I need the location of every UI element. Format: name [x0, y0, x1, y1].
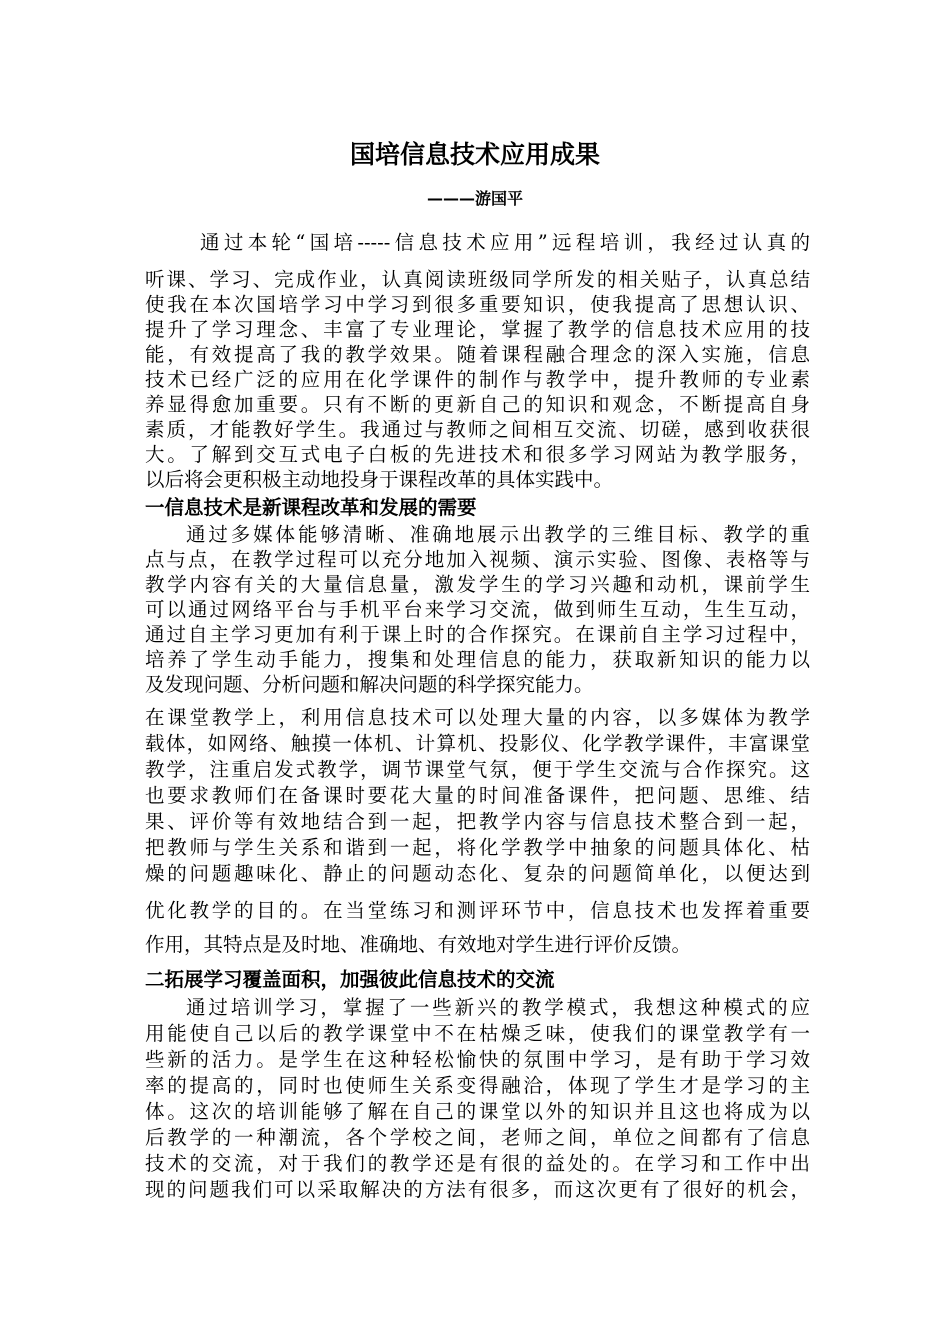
paragraph-line: 用能使自己以后的教学课堂中不在枯燥乏味，使我们的课堂教学有一 [145, 1022, 810, 1045]
paragraph-line: 通过多媒体能够清晰、准确地展示出教学的三维目标、教学的重 [186, 523, 810, 546]
paragraph-line: 教学，注重启发式教学，调节课堂气氛，便于学生交流与合作探究。这 [145, 758, 810, 781]
paragraph-line: 率的提高的，同时也使师生关系变得融洽，体现了学生才是学习的主 [145, 1074, 810, 1097]
paragraph-line: 培养了学生动手能力，搜集和处理信息的能力，获取新知识的能力以 [145, 648, 810, 671]
paragraph-line: 现的问题我们可以采取解决的方法有很多，而这次更有了很好的机会， [145, 1178, 810, 1201]
paragraph-line: 教学内容有关的大量信息量，激发学生的学习兴趣和动机，课前学生 [145, 573, 810, 596]
paragraph-line: 素质，才能教好学生。我通过与教师之间相互交流、切磋，感到收获很 [145, 418, 810, 441]
paragraph-line: 优化教学的目的。在当堂练习和测评环节中，信息技术也发挥着重要 [145, 899, 810, 922]
paragraph-line: 可以通过网络平台与手机平台来学习交流，做到师生互动，生生互动， [145, 598, 810, 621]
paragraph-line: 养显得愈加重要。只有不断的更新自己的知识和观念，不断提高自身 [145, 393, 810, 416]
paragraph-line: 也要求教师们在备课时要花大量的时间准备课件，把问题、思维、结 [145, 784, 810, 807]
paragraph-line: 果、评价等有效地结合到一起，把教学内容与信息技术整合到一起， [145, 810, 810, 833]
paragraph-line: 燥的问题趣味化、静止的问题动态化、复杂的问题简单化，以便达到 [145, 862, 810, 885]
section-heading: 一信息技术是新课程改革和发展的需要 [145, 496, 477, 519]
section-heading: 二拓展学习覆盖面积，加强彼此信息技术的交流 [145, 968, 555, 991]
paragraph-line: 通过培训学习，掌握了一些新兴的教学模式，我想这种模式的应 [186, 996, 810, 1019]
paragraph-line: 大。了解到交互式电子白板的先进技术和很多学习网站为教学服务， [145, 443, 810, 466]
paragraph-line: 通过本轮“国培-----信息技术应用”远程培训，我经过认真的 [200, 231, 810, 254]
paragraph-line: 提升了学习理念、丰富了专业理论，掌握了教学的信息技术应用的技 [145, 318, 810, 341]
paragraph-line: 使我在本次国培学习中学习到很多重要知识，使我提高了思想认识、 [145, 293, 810, 316]
paragraph-line: 载体，如网络、触摸一体机、计算机、投影仪、化学教学课件，丰富课堂 [145, 732, 810, 755]
paragraph-line: 点与点，在教学过程可以充分地加入视频、演示实验、图像、表格等与 [145, 548, 810, 571]
paragraph-line: 及发现问题、分析问题和解决问题的科学探究能力。 [145, 673, 594, 696]
paragraph-line: 体。这次的培训能够了解在自己的课堂以外的知识并且这也将成为以 [145, 1100, 810, 1123]
paragraph-line: 以后将会更积极主动地投身于课程改革的具体实践中。 [145, 468, 614, 491]
paragraph-line: 技术的交流，对于我们的教学还是有很的益处的。在学习和工作中出 [145, 1152, 810, 1175]
paragraph-line: 在课堂教学上，利用信息技术可以处理大量的内容，以多媒体为教学 [145, 706, 810, 729]
document-title: 国培信息技术应用成果 [349, 140, 600, 169]
paragraph-line: 作用，其特点是及时地、准确地、有效地对学生进行评价反馈。 [145, 933, 692, 956]
paragraph-line: 些新的活力。是学生在这种轻松愉快的氛围中学习，是有助于学习效 [145, 1048, 810, 1071]
paragraph-line: 能，有效提高了我的教学效果。随着课程融合理念的深入实施，信息 [145, 343, 810, 366]
paragraph-line: 后教学的一种潮流，各个学校之间，老师之间，单位之间都有了信息 [145, 1126, 810, 1149]
paragraph-line: 通过自主学习更加有利于课上时的合作探究。在课前自主学习过程中， [145, 623, 810, 646]
paragraph-line: 把教师与学生关系和谐到一起，将化学教学中抽象的问题具体化、枯 [145, 836, 810, 859]
paragraph-line: 听课、学习、完成作业，认真阅读班级同学所发的相关贴子，认真总结 [145, 268, 810, 291]
document-author: ———游国平 [426, 189, 523, 208]
paragraph-line: 技术已经广泛的应用在化学课件的制作与教学中，提升教师的专业素 [145, 368, 810, 391]
